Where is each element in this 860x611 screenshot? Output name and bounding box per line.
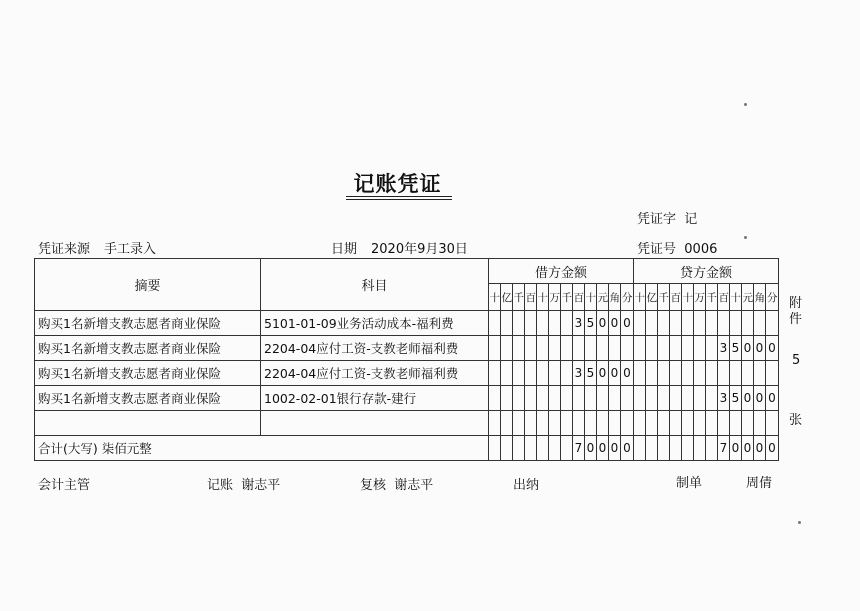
credit-digit-cell <box>742 311 754 336</box>
debit-digit-cell <box>489 386 501 411</box>
debit-digit-cell <box>573 411 585 436</box>
debit-unit-header: 分 <box>621 284 634 311</box>
debit-digit-cell <box>549 361 561 386</box>
credit-unit-header: 角 <box>754 284 766 311</box>
debit-digit-cell <box>489 336 501 361</box>
debit-total-digit-cell: 0 <box>609 436 621 461</box>
credit-total-digit-cell <box>682 436 694 461</box>
credit-digit-cell <box>682 336 694 361</box>
reviewer-name: 谢志平 <box>394 478 434 493</box>
debit-digit-cell <box>585 411 597 436</box>
credit-digit-cell <box>658 361 670 386</box>
voucher-date <box>331 238 468 257</box>
debit-digit-cell: 0 <box>609 311 621 336</box>
preparer-label: 制单 <box>676 476 703 491</box>
credit-digit-cell <box>718 361 730 386</box>
debit-unit-header: 亿 <box>501 284 513 311</box>
debit-total-digit-cell <box>513 436 525 461</box>
debit-digit-cell <box>621 411 634 436</box>
debit-total-digit-cell <box>549 436 561 461</box>
credit-digit-cell: 5 <box>730 386 742 411</box>
credit-unit-header: 百 <box>670 284 682 311</box>
debit-unit-header: 千 <box>561 284 573 311</box>
credit-digit-cell <box>670 361 682 386</box>
title-underline-double <box>346 199 452 200</box>
credit-digit-cell <box>766 311 779 336</box>
debit-digit-cell <box>597 336 609 361</box>
credit-digit-cell: 0 <box>742 386 754 411</box>
attachment-label-mid: 件 <box>789 312 803 327</box>
voucher-date-label: 日期 <box>331 242 358 257</box>
credit-digit-cell <box>634 411 646 436</box>
debit-digit-cell <box>561 311 573 336</box>
credit-digit-cell <box>754 411 766 436</box>
debit-digit-cell: 0 <box>621 361 634 386</box>
credit-total-digit-cell <box>658 436 670 461</box>
voucher-source-value: 手工录入 <box>104 242 157 257</box>
attachment-unit: 张 <box>789 413 803 428</box>
credit-unit-header: 十 <box>634 284 646 311</box>
debit-unit-header: 千 <box>513 284 525 311</box>
col-debit-header: 借方金额 <box>489 259 634 284</box>
accountant-supervisor-label: 会计主管 <box>38 478 91 493</box>
title-underline <box>346 196 452 197</box>
debit-digit-cell <box>537 361 549 386</box>
subject-cell <box>261 411 489 436</box>
total-label: 合计(大写) 柒佰元整 <box>35 436 489 461</box>
credit-digit-cell <box>670 411 682 436</box>
credit-unit-header: 千 <box>658 284 670 311</box>
debit-unit-header: 百 <box>525 284 537 311</box>
debit-digit-cell: 3 <box>573 311 585 336</box>
credit-total-digit-cell: 0 <box>766 436 779 461</box>
credit-total-digit-cell: 0 <box>742 436 754 461</box>
credit-digit-cell <box>682 311 694 336</box>
credit-total-digit-cell <box>706 436 718 461</box>
credit-digit-cell <box>646 311 658 336</box>
debit-total-digit-cell: 0 <box>585 436 597 461</box>
total-row <box>35 436 779 461</box>
credit-digit-cell <box>646 411 658 436</box>
credit-digit-cell <box>730 411 742 436</box>
credit-digit-cell <box>754 311 766 336</box>
credit-digit-cell <box>634 311 646 336</box>
debit-digit-cell <box>501 386 513 411</box>
debit-digit-cell <box>513 336 525 361</box>
debit-total-digit-cell <box>561 436 573 461</box>
voucher-word <box>637 208 697 227</box>
voucher-word-label: 凭证字 <box>637 212 677 227</box>
debit-digit-cell <box>513 386 525 411</box>
debit-digit-cell <box>585 336 597 361</box>
cashier-label: 出纳 <box>513 478 540 493</box>
voucher-number-label: 凭证号 <box>637 242 677 257</box>
credit-digit-cell <box>706 336 718 361</box>
credit-unit-header: 分 <box>766 284 779 311</box>
debit-digit-cell <box>513 311 525 336</box>
credit-unit-header: 千 <box>706 284 718 311</box>
debit-digit-cell <box>489 361 501 386</box>
scan-speck <box>744 103 747 106</box>
credit-digit-cell <box>682 411 694 436</box>
debit-digit-cell <box>609 386 621 411</box>
subject-cell: 1002-02-01银行存款-建行 <box>261 386 489 411</box>
voucher-title: 记账凭证 <box>353 172 442 196</box>
debit-digit-cell <box>501 361 513 386</box>
debit-total-digit-cell <box>489 436 501 461</box>
credit-digit-cell <box>718 311 730 336</box>
debit-digit-cell <box>549 336 561 361</box>
credit-digit-cell <box>706 361 718 386</box>
credit-digit-cell: 3 <box>718 336 730 361</box>
credit-digit-cell <box>658 336 670 361</box>
table-row <box>35 336 779 361</box>
summary-cell: 购买1名新增支教志愿者商业保险 <box>35 386 261 411</box>
debit-unit-header: 万 <box>549 284 561 311</box>
reviewer <box>360 474 433 493</box>
bookkeeper <box>207 474 280 493</box>
debit-digit-cell <box>501 311 513 336</box>
preparer-name: 周倩 <box>746 476 773 491</box>
debit-digit-cell <box>561 411 573 436</box>
debit-digit-cell <box>573 386 585 411</box>
credit-digit-cell <box>694 336 706 361</box>
table-row <box>35 411 779 436</box>
debit-digit-cell: 0 <box>621 311 634 336</box>
debit-total-digit-cell <box>537 436 549 461</box>
credit-total-digit-cell <box>646 436 658 461</box>
debit-digit-cell <box>597 411 609 436</box>
debit-total-digit-cell: 0 <box>597 436 609 461</box>
voucher-source <box>38 238 156 257</box>
credit-digit-cell <box>646 336 658 361</box>
credit-total-digit-cell: 0 <box>754 436 766 461</box>
debit-digit-cell <box>537 411 549 436</box>
credit-digit-cell <box>694 411 706 436</box>
table-row <box>35 386 779 411</box>
subject-cell: 5101-01-09业务活动成本-福利费 <box>261 311 489 336</box>
credit-digit-cell: 0 <box>754 386 766 411</box>
debit-digit-cell <box>513 411 525 436</box>
debit-total-digit-cell: 7 <box>573 436 585 461</box>
credit-digit-cell <box>754 361 766 386</box>
debit-digit-cell <box>585 386 597 411</box>
bookkeeper-label: 记账 <box>207 478 234 493</box>
debit-digit-cell <box>537 311 549 336</box>
debit-digit-cell: 5 <box>585 311 597 336</box>
credit-digit-cell <box>646 386 658 411</box>
credit-digit-cell <box>682 386 694 411</box>
credit-total-digit-cell: 0 <box>730 436 742 461</box>
credit-unit-header: 元 <box>742 284 754 311</box>
header-row-1 <box>35 259 779 284</box>
debit-total-digit-cell: 0 <box>621 436 634 461</box>
voucher-source-label: 凭证来源 <box>38 242 91 257</box>
credit-digit-cell: 0 <box>766 336 779 361</box>
debit-digit-cell: 0 <box>597 311 609 336</box>
debit-digit-cell <box>501 336 513 361</box>
debit-digit-cell: 3 <box>573 361 585 386</box>
debit-digit-cell <box>549 386 561 411</box>
credit-total-digit-cell <box>694 436 706 461</box>
summary-cell: 购买1名新增支教志愿者商业保险 <box>35 311 261 336</box>
credit-digit-cell: 0 <box>742 336 754 361</box>
summary-cell: 购买1名新增支教志愿者商业保险 <box>35 336 261 361</box>
credit-digit-cell <box>646 361 658 386</box>
credit-digit-cell <box>670 336 682 361</box>
debit-digit-cell <box>489 411 501 436</box>
credit-digit-cell <box>694 386 706 411</box>
voucher-word-value: 记 <box>684 212 698 227</box>
debit-digit-cell: 0 <box>597 361 609 386</box>
debit-digit-cell <box>537 386 549 411</box>
credit-total-digit-cell: 7 <box>718 436 730 461</box>
debit-total-digit-cell <box>525 436 537 461</box>
debit-digit-cell <box>597 386 609 411</box>
credit-digit-cell: 3 <box>718 386 730 411</box>
voucher-number-value: 0006 <box>684 242 718 257</box>
subject-cell: 2204-04应付工资-支教老师福利费 <box>261 336 489 361</box>
credit-digit-cell <box>706 411 718 436</box>
attachment-count: 5 <box>792 353 801 368</box>
credit-digit-cell <box>634 361 646 386</box>
debit-digit-cell <box>549 311 561 336</box>
credit-unit-header: 百 <box>718 284 730 311</box>
voucher-table <box>34 258 779 461</box>
credit-digit-cell <box>634 386 646 411</box>
summary-cell <box>35 411 261 436</box>
credit-digit-cell <box>766 361 779 386</box>
debit-digit-cell <box>525 311 537 336</box>
scan-speck <box>744 236 747 239</box>
debit-digit-cell <box>561 361 573 386</box>
debit-digit-cell <box>525 361 537 386</box>
credit-digit-cell <box>658 386 670 411</box>
bookkeeper-name: 谢志平 <box>241 478 281 493</box>
debit-digit-cell <box>609 411 621 436</box>
debit-digit-cell: 5 <box>585 361 597 386</box>
debit-digit-cell <box>549 411 561 436</box>
credit-digit-cell <box>634 336 646 361</box>
reviewer-label: 复核 <box>360 478 387 493</box>
credit-digit-cell <box>670 311 682 336</box>
debit-digit-cell <box>501 411 513 436</box>
debit-digit-cell <box>489 311 501 336</box>
credit-digit-cell <box>706 386 718 411</box>
table-row <box>35 311 779 336</box>
credit-digit-cell: 5 <box>730 336 742 361</box>
credit-digit-cell <box>742 411 754 436</box>
debit-unit-header: 十 <box>585 284 597 311</box>
credit-digit-cell <box>718 411 730 436</box>
voucher-date-value: 2020年9月30日 <box>371 242 468 257</box>
debit-digit-cell <box>537 336 549 361</box>
credit-unit-header: 万 <box>694 284 706 311</box>
debit-unit-header: 十 <box>489 284 501 311</box>
summary-cell: 购买1名新增支教志愿者商业保险 <box>35 361 261 386</box>
debit-total-digit-cell <box>501 436 513 461</box>
credit-digit-cell <box>658 311 670 336</box>
debit-digit-cell <box>621 336 634 361</box>
credit-digit-cell <box>658 411 670 436</box>
credit-unit-header: 十 <box>730 284 742 311</box>
credit-digit-cell <box>730 361 742 386</box>
debit-digit-cell <box>513 361 525 386</box>
credit-digit-cell <box>742 361 754 386</box>
credit-digit-cell <box>694 361 706 386</box>
debit-unit-header: 元 <box>597 284 609 311</box>
debit-digit-cell <box>609 336 621 361</box>
table-row <box>35 361 779 386</box>
debit-digit-cell <box>561 386 573 411</box>
credit-unit-header: 十 <box>682 284 694 311</box>
credit-digit-cell <box>670 386 682 411</box>
credit-digit-cell <box>730 311 742 336</box>
debit-digit-cell: 0 <box>609 361 621 386</box>
credit-digit-cell <box>694 311 706 336</box>
credit-total-digit-cell <box>670 436 682 461</box>
credit-digit-cell <box>682 361 694 386</box>
attachment-label-top: 附 <box>789 296 803 311</box>
debit-digit-cell <box>621 386 634 411</box>
scan-speck <box>798 521 801 524</box>
debit-digit-cell <box>573 336 585 361</box>
credit-digit-cell: 0 <box>754 336 766 361</box>
credit-digit-cell: 0 <box>766 386 779 411</box>
credit-unit-header: 亿 <box>646 284 658 311</box>
debit-unit-header: 十 <box>537 284 549 311</box>
debit-unit-header: 百 <box>573 284 585 311</box>
col-credit-header: 贷方金额 <box>634 259 779 284</box>
voucher-number <box>637 238 717 257</box>
debit-digit-cell <box>525 386 537 411</box>
debit-digit-cell <box>525 336 537 361</box>
subject-cell: 2204-04应付工资-支教老师福利费 <box>261 361 489 386</box>
credit-total-digit-cell <box>634 436 646 461</box>
debit-unit-header: 角 <box>609 284 621 311</box>
debit-digit-cell <box>561 336 573 361</box>
credit-digit-cell <box>706 311 718 336</box>
col-summary-header: 摘要 <box>35 259 261 311</box>
col-subject-header: 科目 <box>261 259 489 311</box>
credit-digit-cell <box>766 411 779 436</box>
debit-digit-cell <box>525 411 537 436</box>
